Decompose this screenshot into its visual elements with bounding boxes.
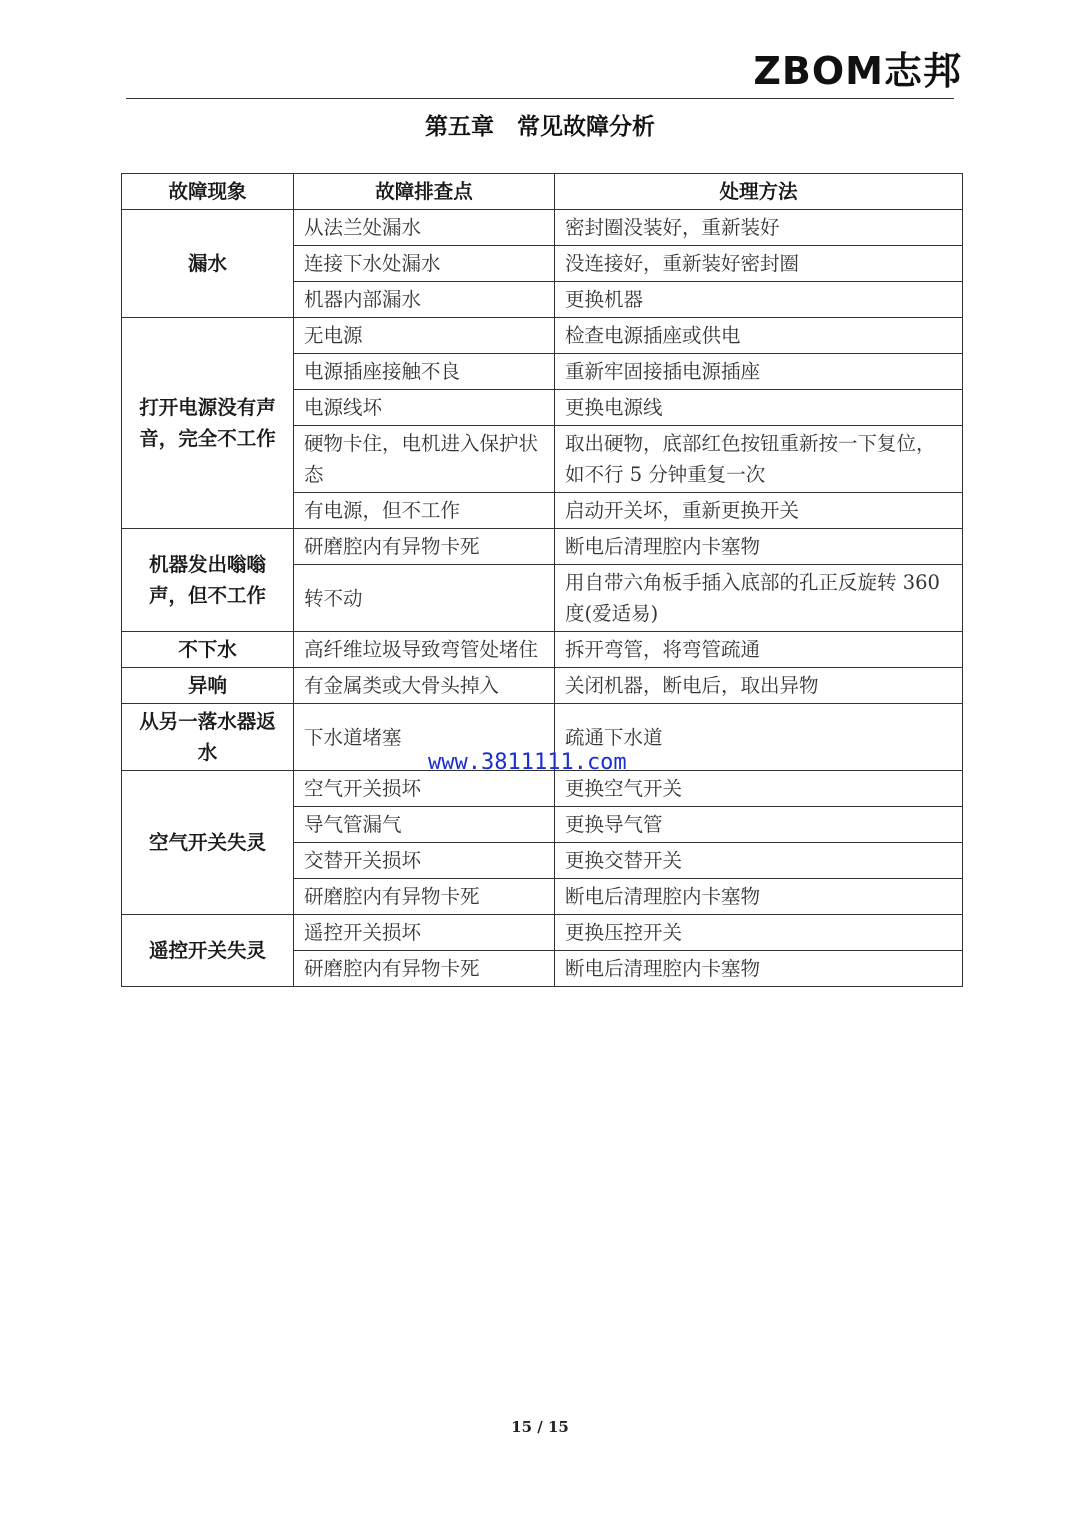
solution-cell: 断电后清理腔内卡塞物 [555,879,963,915]
check-point-cell: 下水道堵塞 [294,704,555,771]
solution-cell: 更换交替开关 [555,843,963,879]
table-row [122,771,963,807]
table-row [122,915,963,951]
check-point-cell: 空气开关损坏 [294,771,555,807]
check-point-cell: 遥控开关损坏 [294,915,555,951]
table-row [122,632,963,668]
check-point-cell: 转不动 [294,565,555,632]
solution-cell: 启动开关坏，重新更换开关 [555,493,963,529]
table-header-row [122,174,963,210]
check-point-cell: 电源插座接触不良 [294,354,555,390]
check-point-cell: 从法兰处漏水 [294,210,555,246]
solution-cell: 更换空气开关 [555,771,963,807]
solution-cell: 更换机器 [555,282,963,318]
watermark-url: www.3811111.com [428,750,627,775]
solution-cell: 断电后清理腔内卡塞物 [555,529,963,565]
solution-cell: 检查电源插座或供电 [555,318,963,354]
check-point-cell: 无电源 [294,318,555,354]
symptom-cell: 遥控开关失灵 [122,915,294,987]
brand-logo: ZBOM志邦 [753,49,962,93]
page-number: 15 / 15 [511,1418,569,1436]
solution-cell: 更换电源线 [555,390,963,426]
table-row [122,210,963,246]
symptom-cell: 机器发出嗡嗡声，但不工作 [122,529,294,632]
check-point-cell: 机器内部漏水 [294,282,555,318]
solution-cell: 更换导气管 [555,807,963,843]
solution-cell: 没连接好，重新装好密封圈 [555,246,963,282]
check-point-cell: 导气管漏气 [294,807,555,843]
fault-analysis-table [121,173,963,987]
table-row [122,668,963,704]
check-point-cell: 研磨腔内有异物卡死 [294,951,555,987]
table-body [122,210,963,987]
solution-cell: 密封圈没装好，重新装好 [555,210,963,246]
solution-cell: 疏通下水道 [555,704,963,771]
symptom-cell: 不下水 [122,632,294,668]
chapter-title: 第五章 常见故障分析 [425,114,655,140]
check-point-cell: 研磨腔内有异物卡死 [294,529,555,565]
solution-cell: 断电后清理腔内卡塞物 [555,951,963,987]
check-point-cell: 连接下水处漏水 [294,246,555,282]
symptom-cell: 漏水 [122,210,294,318]
symptom-cell: 打开电源没有声音，完全不工作 [122,318,294,529]
check-point-cell: 有金属类或大骨头掉入 [294,668,555,704]
header-divider [126,98,954,99]
check-point-cell: 研磨腔内有异物卡死 [294,879,555,915]
column-header-method: 处理方法 [555,174,963,210]
symptom-cell: 从另一落水器返水 [122,704,294,771]
check-point-cell: 有电源，但不工作 [294,493,555,529]
solution-cell: 关闭机器，断电后，取出异物 [555,668,963,704]
solution-cell: 更换压控开关 [555,915,963,951]
table-row [122,318,963,354]
solution-cell: 用自带六角板手插入底部的孔正反旋转 360 度(爱适易) [555,565,963,632]
solution-cell: 取出硬物，底部红色按钮重新按一下复位，如不行 5 分钟重复一次 [555,426,963,493]
column-header-symptom: 故障现象 [122,174,294,210]
symptom-cell: 空气开关失灵 [122,771,294,915]
check-point-cell: 交替开关损坏 [294,843,555,879]
check-point-cell: 高纤维垃圾导致弯管处堵住 [294,632,555,668]
solution-cell: 拆开弯管，将弯管疏通 [555,632,963,668]
solution-cell: 重新牢固接插电源插座 [555,354,963,390]
symptom-cell: 异响 [122,668,294,704]
check-point-cell: 电源线坏 [294,390,555,426]
table-row [122,529,963,565]
check-point-cell: 硬物卡住，电机进入保护状态 [294,426,555,493]
column-header-check: 故障排查点 [294,174,555,210]
